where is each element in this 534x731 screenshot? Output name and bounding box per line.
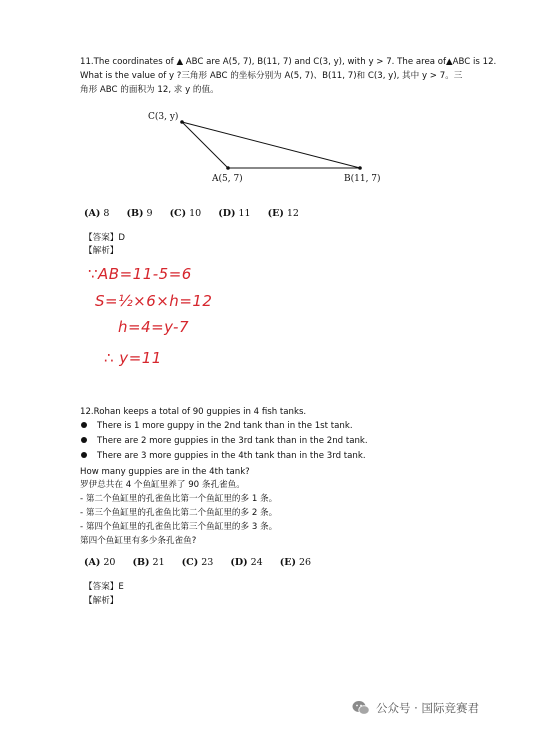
point-a xyxy=(226,166,230,170)
q11-analysis-label: 【解析】 xyxy=(84,246,119,256)
q12-bullet-2: There are 2 more guppies in the 3rd tank than in the 2nd tank. xyxy=(81,436,368,446)
point-b xyxy=(358,166,362,170)
watermark xyxy=(352,700,479,716)
q12-choice-b: (B) 21 xyxy=(132,557,165,568)
q11-line2: What is the value of y ?三角形 ABC 的坐标分别为 A(5, 7)、B(11, 7)和 C(3, y), 其中 y > 7。三 xyxy=(80,71,463,81)
handwriting-line-4: ∴ y=11 xyxy=(104,349,162,367)
q12-line1: 12.Rohan keeps a total of 90 guppies in 4 fish tanks. xyxy=(80,407,307,417)
q11-choice-b: (B) 9 xyxy=(126,208,153,219)
handwriting-line-1: ∵AB=11-5=6 xyxy=(88,265,192,283)
q12-cn-line-5: 第四个鱼缸里有多少条孔雀鱼? xyxy=(80,536,197,546)
point-c xyxy=(180,120,184,124)
q11-line1: 11.The coordinates of ▲ ABC are A(5, 7), B(11, 7) and C(3, y), with y > 7. The area of▲ABC is 12. xyxy=(80,57,497,67)
q11-choice-e: (E) 12 xyxy=(267,208,299,219)
q12-cn-line-2: - 第二个鱼缸里的孔雀鱼比第一个鱼缸里的多 1 条。 xyxy=(80,494,278,504)
handwriting-line-3: h=4=y-7 xyxy=(118,318,189,336)
q11-line3: 角形 ABC 的面积为 12, 求 y 的值。 xyxy=(80,85,219,95)
side-cb xyxy=(182,122,360,168)
label-b: B(11, 7) xyxy=(344,174,381,184)
q11-answer: 【答案】D xyxy=(84,233,125,243)
q11-choices xyxy=(84,208,313,219)
q12-bullet-1: There is 1 more guppy in the 2nd tank than in the 1st tank. xyxy=(81,421,353,431)
q12-choice-c: (C) 23 xyxy=(181,557,214,568)
watermark-text: 公众号 · 国际竞赛君 xyxy=(376,701,479,715)
label-a: A(5, 7) xyxy=(212,174,243,184)
q12-analysis-label: 【解析】 xyxy=(84,596,119,606)
q11-choice-c: (C) 10 xyxy=(169,208,202,219)
bullet-icon xyxy=(81,422,87,428)
q12-question: How many guppies are in the 4th tank? xyxy=(80,467,250,477)
q12-cn-line-1: 罗伊总共在 4 个鱼缸里养了 90 条孔雀鱼。 xyxy=(80,480,245,490)
q12-cn-line-3: - 第三个鱼缸里的孔雀鱼比第二个鱼缸里的多 2 条。 xyxy=(80,508,278,518)
q12-bullet-3: There are 3 more guppies in the 4th tank than in the 3rd tank. xyxy=(81,451,366,461)
handwriting-line-2: S=½×6×h=12 xyxy=(95,292,213,310)
side-ca xyxy=(182,122,228,168)
label-c: C(3, y) xyxy=(148,112,179,122)
bullet-icon xyxy=(81,437,87,443)
q12-choice-a: (A) 20 xyxy=(84,557,116,568)
bullet-icon xyxy=(81,452,87,458)
q12-choice-e: (E) 26 xyxy=(279,557,312,568)
q12-answer: 【答案】E xyxy=(84,582,124,592)
q12-cn-line-4: - 第四个鱼缸里的孔雀鱼比第三个鱼缸里的多 3 条。 xyxy=(80,522,278,532)
triangle-figure xyxy=(140,104,390,186)
wechat-icon xyxy=(352,700,370,716)
q11-choice-d: (D) 11 xyxy=(218,208,251,219)
q11-choice-a: (A) 8 xyxy=(84,208,110,219)
q12-choice-d: (D) 24 xyxy=(230,557,263,568)
q12-choices xyxy=(84,557,325,568)
